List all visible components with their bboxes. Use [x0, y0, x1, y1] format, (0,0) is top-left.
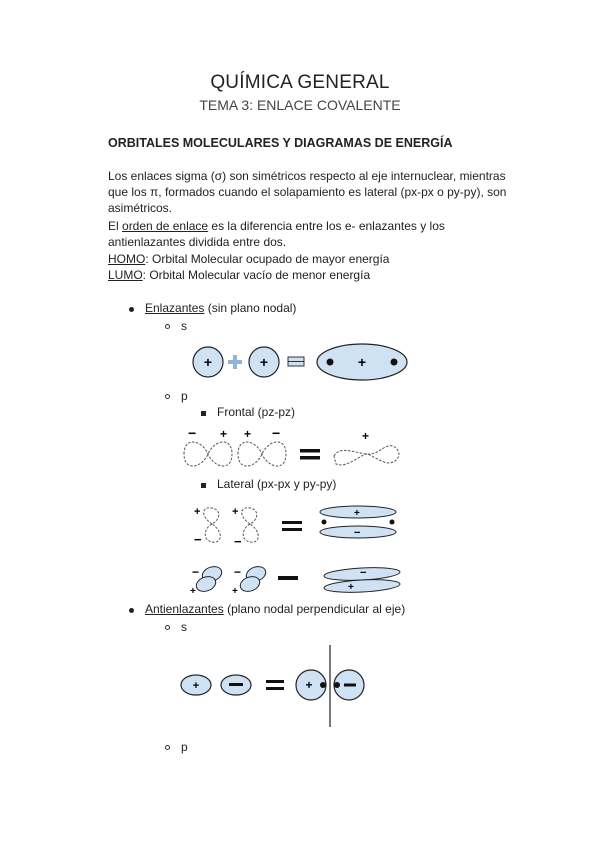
svg-text:+: + [232, 506, 239, 518]
lateral-p-diagram [190, 502, 410, 548]
frontal-p-diagram [180, 425, 410, 472]
svg-text:+: + [244, 427, 252, 441]
svg-text:+: + [357, 354, 367, 370]
svg-text:−: − [354, 527, 361, 539]
document-title: QUÍMICA GENERAL [210, 72, 390, 93]
s-label: s [181, 319, 187, 333]
bond-order-line-2: antienlazantes dividida entre dos. [108, 235, 287, 249]
p-label: p [181, 389, 188, 403]
svg-text:+: + [194, 506, 201, 518]
p-orbital-right [242, 508, 259, 542]
bullet-dot [129, 608, 134, 613]
homo-term: HOMO [108, 252, 146, 266]
bullet-circle [165, 625, 170, 630]
lateral-p-filled-diagram [190, 562, 410, 598]
antienlazantes-item [145, 602, 405, 616]
p-orbital-right [238, 442, 286, 466]
equals-sign [282, 521, 302, 524]
svg-text:+: + [220, 427, 228, 441]
svg-text:+: + [362, 429, 370, 443]
enlazantes-text: (sin plano nodal) [204, 301, 297, 315]
plus-sign: + [259, 354, 269, 370]
svg-text:+: + [192, 680, 200, 692]
homo-text: : Orbital Molecular ocupado de mayor energía [145, 252, 390, 266]
plus-sign: + [203, 354, 213, 370]
lateral-label: Lateral (px-px y py-py) [217, 477, 337, 491]
section-title: ORBITALES MOLECULARES Y DIAGRAMAS DE ENERGÍA [108, 136, 453, 150]
sigma-p-bonding-orbital [334, 446, 399, 465]
svg-text:−: − [234, 534, 242, 549]
svg-text:−: − [360, 567, 367, 579]
svg-text:+: + [232, 586, 238, 597]
bullet-circle [165, 394, 170, 399]
equals-sign [278, 576, 298, 580]
enlazantes-term: Enlazantes [145, 301, 205, 315]
frontal-label: Frontal (pz-pz) [217, 405, 296, 419]
svg-text:+: + [305, 678, 313, 692]
bullet-circle [165, 745, 170, 750]
svg-text:+: + [354, 508, 360, 519]
bullet-circle [165, 324, 170, 329]
svg-text:−: − [234, 565, 242, 579]
antienlazantes-term: Antienlazantes [145, 602, 224, 616]
equals-sign [300, 449, 320, 453]
svg-text:−: − [192, 565, 200, 579]
plus-connector [228, 355, 242, 369]
s2-label: s [181, 620, 187, 634]
enlazantes-item [145, 301, 296, 315]
lumo-term: LUMO [108, 268, 143, 282]
s-antibonding-diagram [178, 645, 378, 727]
pi-bonding-lower-lobe [324, 578, 401, 594]
svg-text:+: + [348, 582, 354, 593]
s-bonding-diagram [190, 340, 420, 386]
svg-text:−: − [272, 425, 281, 441]
lumo-text: : Orbital Molecular vacío de menor energía [142, 268, 371, 282]
p-orbital-left [204, 508, 221, 542]
bond-order-line-1 [108, 218, 445, 234]
lumo-definition [108, 267, 370, 283]
bullet-square [201, 411, 206, 416]
bullet-dot [129, 307, 134, 312]
intro-line-2: que los π, formados cuando el solapamiento es lateral (px-px o py-py), son [108, 185, 507, 199]
p2-label: p [181, 740, 188, 754]
bond-order-prefix: El [108, 219, 123, 233]
document-subtitle: TEMA 3: ENLACE COVALENTE [199, 97, 401, 113]
intro-line-3: asimétricos. [108, 201, 173, 215]
svg-text:+: + [190, 586, 196, 597]
p-orbital-left [184, 442, 232, 466]
antienlazantes-text: (plano nodal perpendicular al eje) [223, 602, 406, 616]
intro-line-1: Los enlaces sigma (σ) son simétricos respecto al eje internuclear, mientras [108, 169, 506, 183]
bond-order-term: orden de enlace [122, 219, 209, 233]
equals-sign [266, 680, 284, 683]
svg-text:−: − [188, 425, 197, 441]
svg-text:−: − [194, 532, 202, 547]
homo-definition [108, 251, 389, 267]
bullet-square [201, 483, 206, 488]
bond-order-rest: es la diferencia entre los e- enlazantes y los [208, 219, 445, 233]
